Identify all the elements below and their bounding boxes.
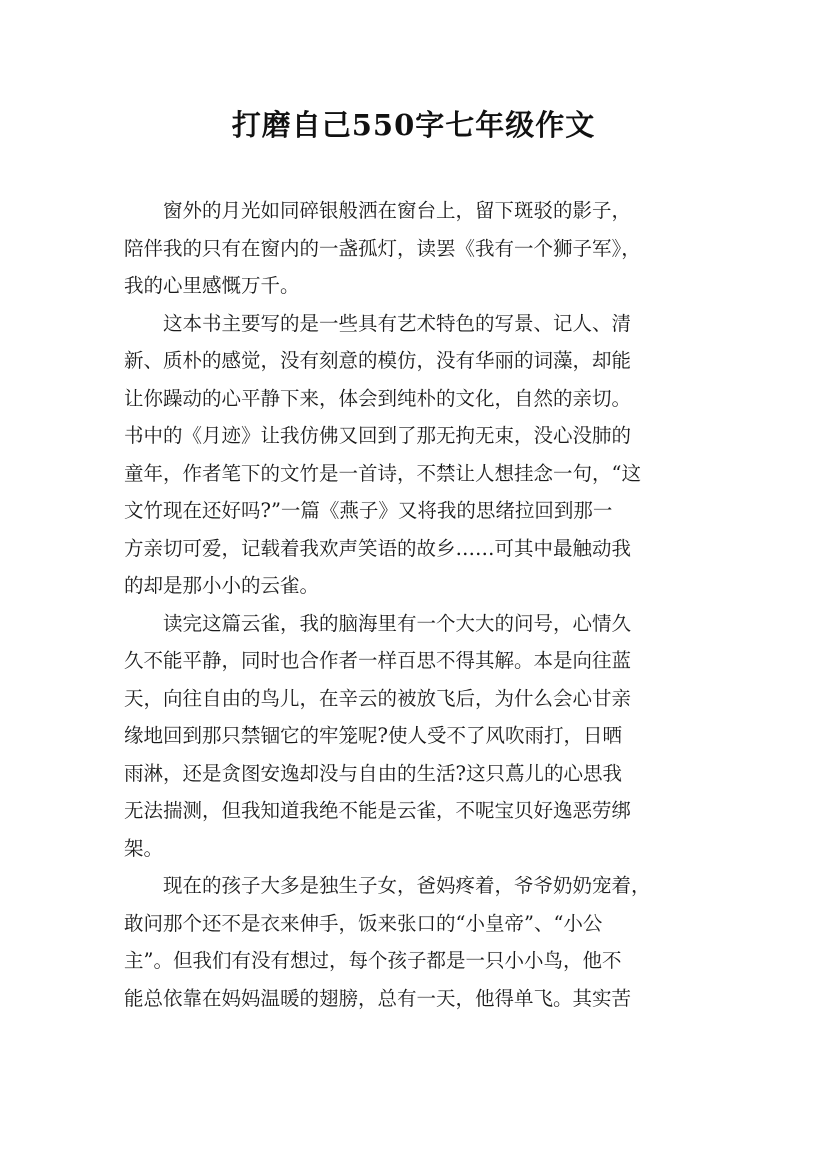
text-line: 天，向往自由的鸟儿，在辛云的被放飞后，为什么会心甘亲 bbox=[124, 686, 632, 710]
text-line: 这本书主要写的是一些具有艺术特色的写景、记人、清 bbox=[163, 311, 632, 335]
text-line: 现在的孩子大多是独生子女，爸妈疼着，爷爷奶奶宠着， bbox=[163, 874, 651, 897]
text-line: 书中的《月迹》让我仿佛又回到了那无拘无束，没心没肺的 bbox=[124, 424, 632, 447]
text-line: 无法揣测，但我知道我绝不能是云雀，不呢宝贝好逸恶劳绑 bbox=[124, 799, 632, 822]
text-line: 方亲切可爱，记载着我欢声笑语的故乡……可其中最触动我 bbox=[124, 536, 632, 560]
text-line: 架。 bbox=[124, 836, 164, 860]
text-line: 文竹现在还好吗?”一篇《燕子》又将我的思绪拉回到那一 bbox=[124, 499, 613, 522]
text-line: 久不能平静，同时也合作者一样百思不得其解。本是向往蓝 bbox=[124, 649, 632, 672]
text-line: 能总依靠在妈妈温暖的翅膀，总有一天，他得单飞。其实苦 bbox=[124, 986, 632, 1010]
text-line: 让你躁动的心平静下来，体会到纯朴的文化，自然的亲切。 bbox=[124, 386, 632, 410]
document-title: 打磨自己550字七年级作文 bbox=[231, 108, 596, 142]
text-line: 雨淋，还是贪图安逸却没与自由的生活?这只蔦儿的心思我 bbox=[124, 761, 622, 785]
paragraph-2 bbox=[124, 305, 710, 605]
text-line: 的却是那小小的云雀。 bbox=[124, 574, 320, 597]
text-line: 缘地回到那只禁锢它的牢笼呢?使人受不了风吹雨打，日晒 bbox=[124, 724, 622, 747]
paragraph-4 bbox=[124, 867, 710, 1017]
text-line: 读完这篇云雀，我的脑海里有一个大大的问号，心情久 bbox=[163, 611, 632, 635]
text-line: 新、质朴的感觉，没有刻意的模仿，没有华丽的词藻，却能 bbox=[124, 349, 632, 372]
document-body bbox=[124, 192, 710, 1017]
text-line: 窗外的月光如同碎银般洒在窗台上，留下斑驳的影子， bbox=[163, 199, 632, 222]
text-line: 主”。但我们有没有想过，每个孩子都是一只小小鸟，他不 bbox=[124, 949, 622, 972]
paragraph-1 bbox=[124, 192, 710, 305]
text-line: 陪伴我的只有在窗内的一盏孤灯，读罢《我有一个狮子军》， bbox=[124, 236, 641, 260]
paragraph-3 bbox=[124, 605, 710, 868]
text-line: 童年，作者笔下的文竹是一首诗，不禁让人想挂念一句，“这 bbox=[124, 461, 641, 485]
text-line: 敢问那个还不是衣来伸手，饭来张口的“小皇帝”、“小公 bbox=[124, 911, 603, 935]
text-line: 我的心里感慨万千。 bbox=[124, 274, 300, 297]
